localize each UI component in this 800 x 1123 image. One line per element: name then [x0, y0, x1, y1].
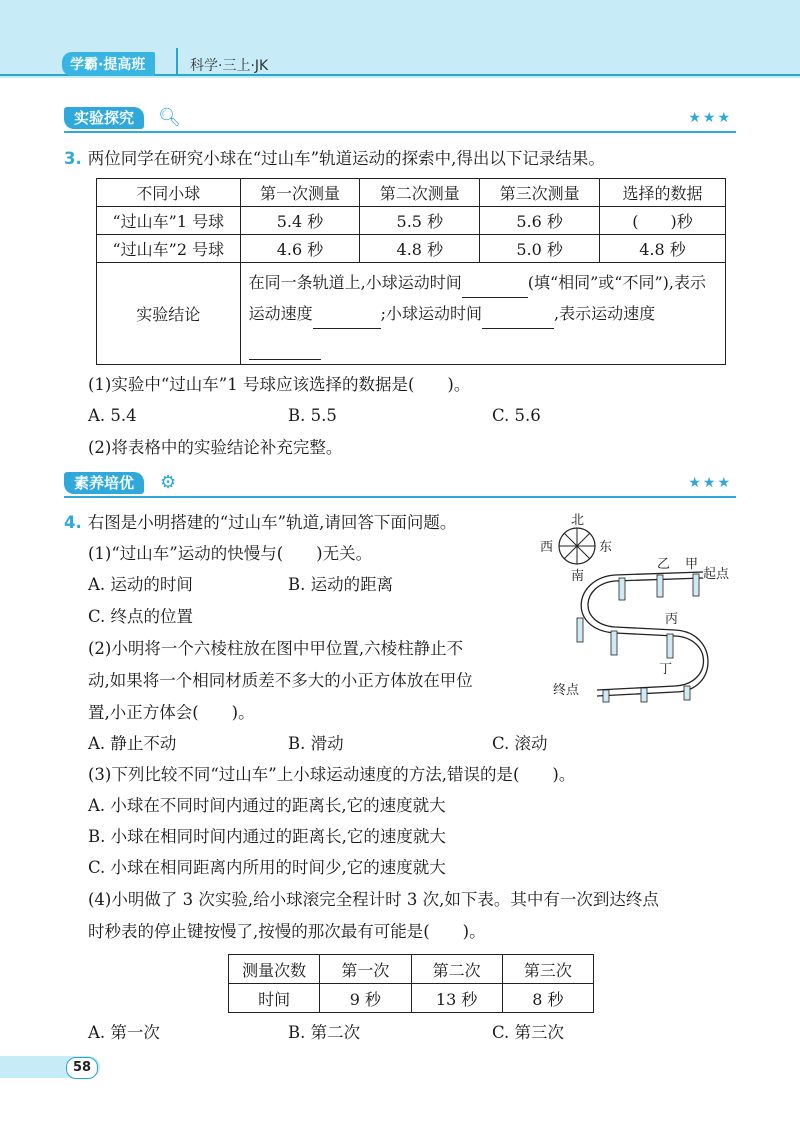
fill-blank[interactable]	[462, 279, 528, 298]
table-cell: 9 秒	[320, 984, 411, 1013]
gear-icon: ⚙	[160, 472, 177, 493]
section-rule	[64, 131, 736, 133]
subject-title: 科学·三上·JK	[190, 58, 269, 74]
option-c[interactable]: C. 5.6	[492, 406, 541, 425]
brand-badge: 学霸·提高班	[62, 52, 155, 76]
option-c[interactable]: C. 滚动	[492, 734, 548, 753]
table-cell: “过山车”2 号球	[97, 235, 241, 263]
q3-sub2: (2)将表格中的实验结论补充完整。	[88, 438, 343, 457]
difficulty-stars: ★★★	[688, 475, 732, 491]
table-header: 测量次数	[229, 955, 320, 984]
q4-sub3: (3)下列比较不同“过山车”上小球运动速度的方法,错误的是( )。	[88, 765, 576, 784]
q3-sub1: (1)实验中“过山车”1 号球应该选择的数据是( )。	[88, 375, 471, 394]
table-cell: 5.5 秒	[360, 207, 480, 235]
option-b[interactable]: B. 第二次	[288, 1023, 361, 1042]
table-header: 第一次	[320, 955, 411, 984]
measurement-table	[96, 178, 726, 365]
table-header: 第二次测量	[360, 179, 480, 207]
option-c[interactable]: C. 第三次	[492, 1023, 565, 1042]
section-competency	[64, 472, 736, 498]
q4-sub4-line2: 时秒表的停止键按慢了,按慢的那次最有可能是( )。	[88, 922, 486, 941]
table-header: 不同小球	[97, 179, 241, 207]
section-title: 实验探究	[64, 107, 144, 129]
conclusion-part: ;小球运动时间	[380, 304, 483, 323]
question-number: 3.	[64, 149, 82, 168]
q4-sub4-line1: (4)小明做了 3 次实验,给小球滚完全程计时 3 次,如下表。其中有一次到达终点	[88, 890, 659, 909]
question-4-stem	[64, 512, 456, 534]
difficulty-stars: ★★★	[688, 110, 732, 126]
table-cell: 5.4 秒	[240, 207, 360, 235]
conclusion-label: 实验结论	[97, 263, 241, 365]
q4-sub2-line1: (2)小明将一个六棱柱放在图中甲位置,六棱柱静止不	[88, 639, 464, 658]
track-inner	[588, 578, 708, 696]
option-a[interactable]: A. 小球在不同时间内通过的距离长,它的速度就大	[88, 796, 446, 815]
section-rule	[64, 496, 736, 498]
table-header: 第一次测量	[240, 179, 360, 207]
q4-sub1: (1)“过山车”运动的快慢与( )无关。	[88, 544, 373, 563]
answer-blank-cell[interactable]: ( )秒	[600, 207, 726, 235]
option-a[interactable]: A. 第一次	[88, 1023, 160, 1042]
conclusion-part: 在同一条轨道上,小球运动时间	[248, 273, 462, 292]
option-b[interactable]: B. 小球在相同时间内通过的距离长,它的速度就大	[88, 827, 446, 846]
magnifier-icon: 🔍︎	[158, 107, 181, 128]
conclusion-text	[240, 263, 725, 365]
table-cell: 8 秒	[502, 984, 593, 1013]
track-supports	[577, 574, 699, 702]
point-ding: 丁	[659, 662, 673, 677]
table-header: 第三次	[502, 955, 593, 984]
table-cell: 13 秒	[411, 984, 502, 1013]
table-cell: 4.8 秒	[360, 235, 480, 263]
option-a[interactable]: A. 运动的时间	[88, 575, 193, 594]
point-bing: 丙	[665, 612, 679, 627]
table-cell: 5.6 秒	[480, 207, 600, 235]
conclusion-part: (填“相同”或“不同”),表示运动速度	[248, 273, 706, 323]
question-text: 两位同学在研究小球在“过山车”轨道运动的探索中,得出以下记录结果。	[87, 149, 605, 168]
roller-coaster-figure	[535, 508, 735, 703]
option-b[interactable]: B. 5.5	[288, 406, 337, 425]
table-header: 第二次	[411, 955, 502, 984]
conclusion-row	[97, 263, 726, 365]
page-number: 58	[66, 1057, 98, 1079]
fill-blank[interactable]	[482, 310, 554, 329]
fill-blank[interactable]	[249, 341, 321, 360]
compass-north: 北	[571, 513, 585, 528]
option-a[interactable]: A. 5.4	[88, 406, 137, 425]
fill-blank[interactable]	[313, 310, 381, 329]
point-yi: 乙	[657, 557, 671, 572]
conclusion-part: ,表示运动速度	[554, 304, 656, 323]
table-cell: 4.8 秒	[600, 235, 726, 263]
table-header: 选择的数据	[600, 179, 726, 207]
point-jia: 甲	[685, 557, 699, 572]
compass-icon	[559, 528, 595, 564]
table-row	[97, 235, 726, 263]
question-number: 4.	[64, 513, 82, 532]
timing-table	[228, 954, 594, 1013]
table-cell: “过山车”1 号球	[97, 207, 241, 235]
option-b[interactable]: B. 滑动	[288, 734, 344, 753]
header-divider	[176, 48, 178, 74]
section-experiment	[64, 107, 736, 133]
q4-sub2-line2: 动,如果将一个相同材质差不多大的小正方体放在甲位	[88, 671, 473, 690]
section-title: 素养培优	[64, 472, 144, 494]
table-cell: 4.6 秒	[240, 235, 360, 263]
compass-west: 西	[540, 540, 554, 555]
end-label: 终点	[553, 683, 580, 698]
table-row	[229, 984, 594, 1013]
compass-south: 南	[571, 569, 585, 584]
start-label: 起点	[703, 567, 730, 582]
option-c[interactable]: C. 终点的位置	[88, 607, 194, 626]
option-a[interactable]: A. 静止不动	[88, 734, 177, 753]
question-3-stem	[64, 148, 605, 170]
question-text: 右图是小明搭建的“过山车”轨道,请回答下面问题。	[87, 513, 457, 532]
table-cell: 时间	[229, 984, 320, 1013]
compass-east: 东	[599, 540, 613, 555]
table-cell: 5.0 秒	[480, 235, 600, 263]
option-b[interactable]: B. 运动的距离	[288, 575, 394, 594]
option-c[interactable]: C. 小球在相同距离内所用的时间少,它的速度就大	[88, 858, 446, 877]
q4-sub2-line3: 置,小正方体会( )。	[88, 703, 255, 722]
table-header: 第三次测量	[480, 179, 600, 207]
table-row	[97, 207, 726, 235]
